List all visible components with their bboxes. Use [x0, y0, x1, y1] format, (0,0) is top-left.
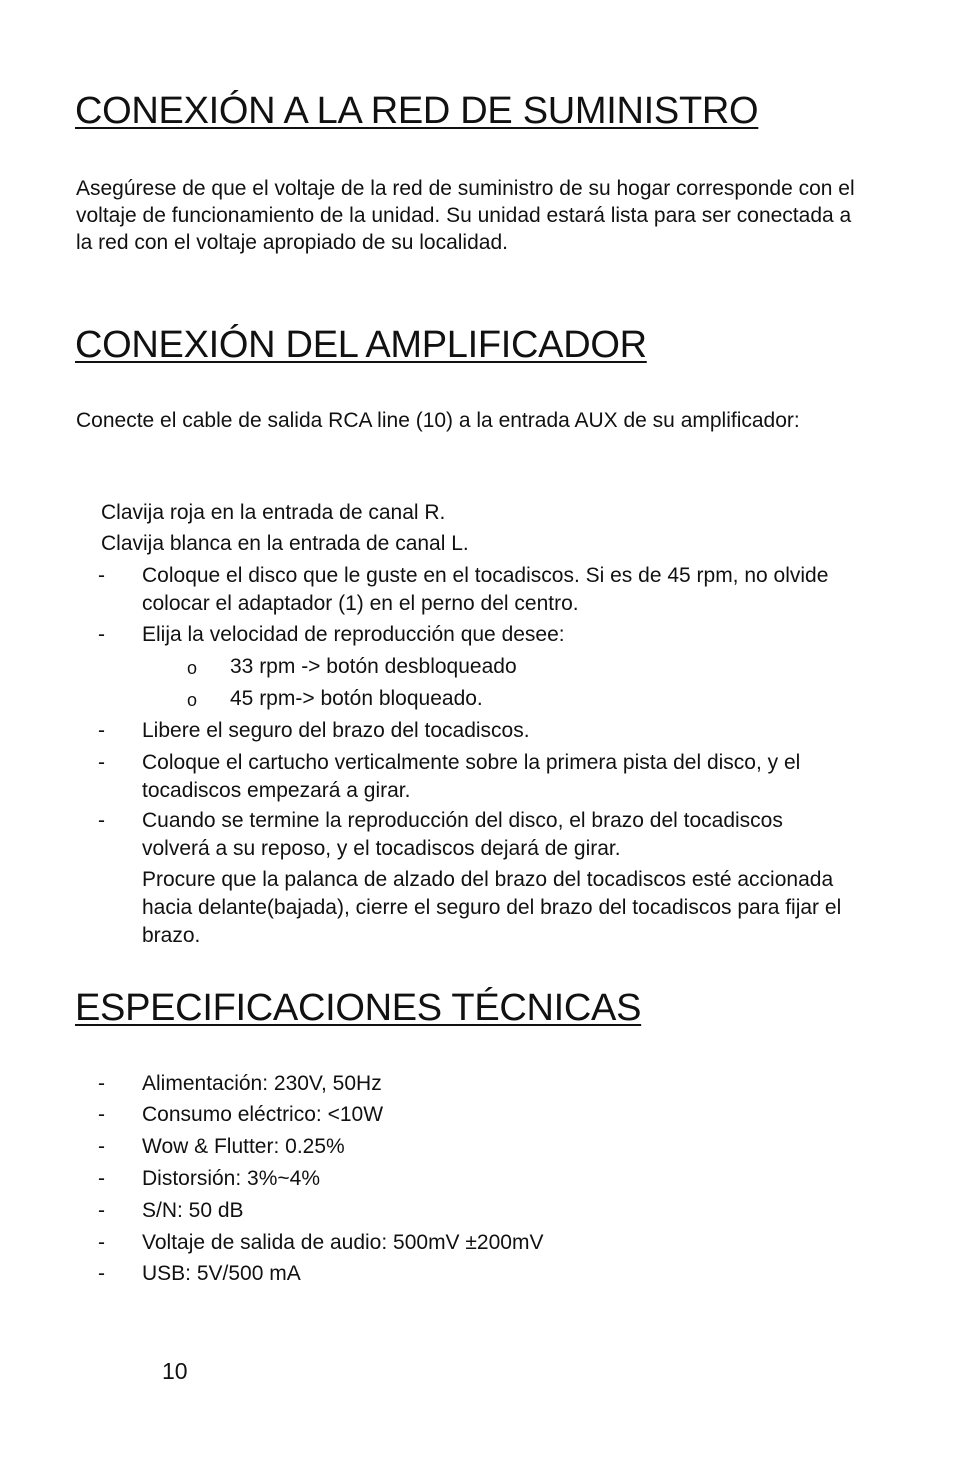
list-bullet: - [98, 564, 105, 587]
speed-option-33: 33 rpm -> botón desbloqueado [230, 655, 517, 678]
list-bullet: - [98, 1072, 105, 1095]
list-bullet: - [98, 1231, 105, 1254]
spec-wow-flutter: Wow & Flutter: 0.25% [142, 1135, 345, 1158]
amplifier-connection-paragraph: Conecte el cable de salida RCA line (10) a la entrada AUX de su amplificador: [76, 409, 800, 432]
list-bullet: - [98, 1199, 105, 1222]
list-bullet: - [98, 1135, 105, 1158]
list-bullet: - [98, 1103, 105, 1126]
step-release-lock: Libere el seguro del brazo del tocadiscos. [142, 719, 530, 742]
section-heading-amplifier-connection: CONEXIÓN DEL AMPLIFICADOR [75, 324, 647, 366]
spec-consumption: Consumo eléctrico: <10W [142, 1103, 384, 1126]
spec-distortion: Distorsión: 3%~4% [142, 1167, 320, 1190]
list-bullet: - [98, 1167, 105, 1190]
step-playback-end: Cuando se termine la reproducción del disco, el brazo del tocadiscos volverá a su reposo, y el tocadiscos dejará de girar. [142, 809, 783, 860]
power-connection-paragraph: Asegúrese de que el voltaje de la red de suministro de su hogar corresponde con el voltaje de funcionamiento de la unidad. Su unidad estará lista para ser conectada a la red con el voltaje apropiado de su localidad. [76, 177, 855, 254]
speed-option-45: 45 rpm-> botón bloqueado. [230, 687, 483, 710]
section-heading-specifications: ESPECIFICACIONES TÉCNICAS [75, 987, 642, 1029]
step-place-cartridge: Coloque el cartucho verticalmente sobre la primera pista del disco, y el tocadiscos empezará a girar. [142, 751, 801, 802]
list-bullet: - [98, 623, 105, 646]
list-bullet: - [98, 809, 105, 832]
sub-bullet: o [187, 690, 198, 710]
list-bullet: - [98, 751, 105, 774]
spec-sn-ratio: S/N: 50 dB [142, 1199, 244, 1222]
spec-usb: USB: 5V/500 mA [142, 1262, 301, 1285]
step-place-record: Coloque el disco que le guste en el tocadiscos. Si es de 45 rpm, no olvide colocar el adaptador (1) en el perno del centro. [142, 564, 829, 615]
section-heading-power-connection: CONEXIÓN A LA RED DE SUMINISTRO [75, 90, 759, 132]
red-plug-line: Clavija roja en la entrada de canal R. [101, 501, 446, 524]
white-plug-line: Clavija blanca en la entrada de canal L. [101, 532, 469, 555]
spec-audio-output: Voltaje de salida de audio: 500mV ±200mV [142, 1231, 544, 1254]
sub-bullet: o [187, 658, 198, 678]
list-bullet: - [98, 1262, 105, 1285]
final-note: Procure que la palanca de alzado del brazo del tocadiscos esté accionada hacia delante(bajada), cierre el seguro del brazo del tocadiscos para fijar el brazo. [142, 868, 842, 947]
page-number: 10 [162, 1358, 188, 1384]
step-choose-speed: Elija la velocidad de reproducción que desee: [142, 623, 565, 646]
list-bullet: - [98, 719, 105, 742]
spec-power-supply: Alimentación: 230V, 50Hz [142, 1072, 382, 1095]
